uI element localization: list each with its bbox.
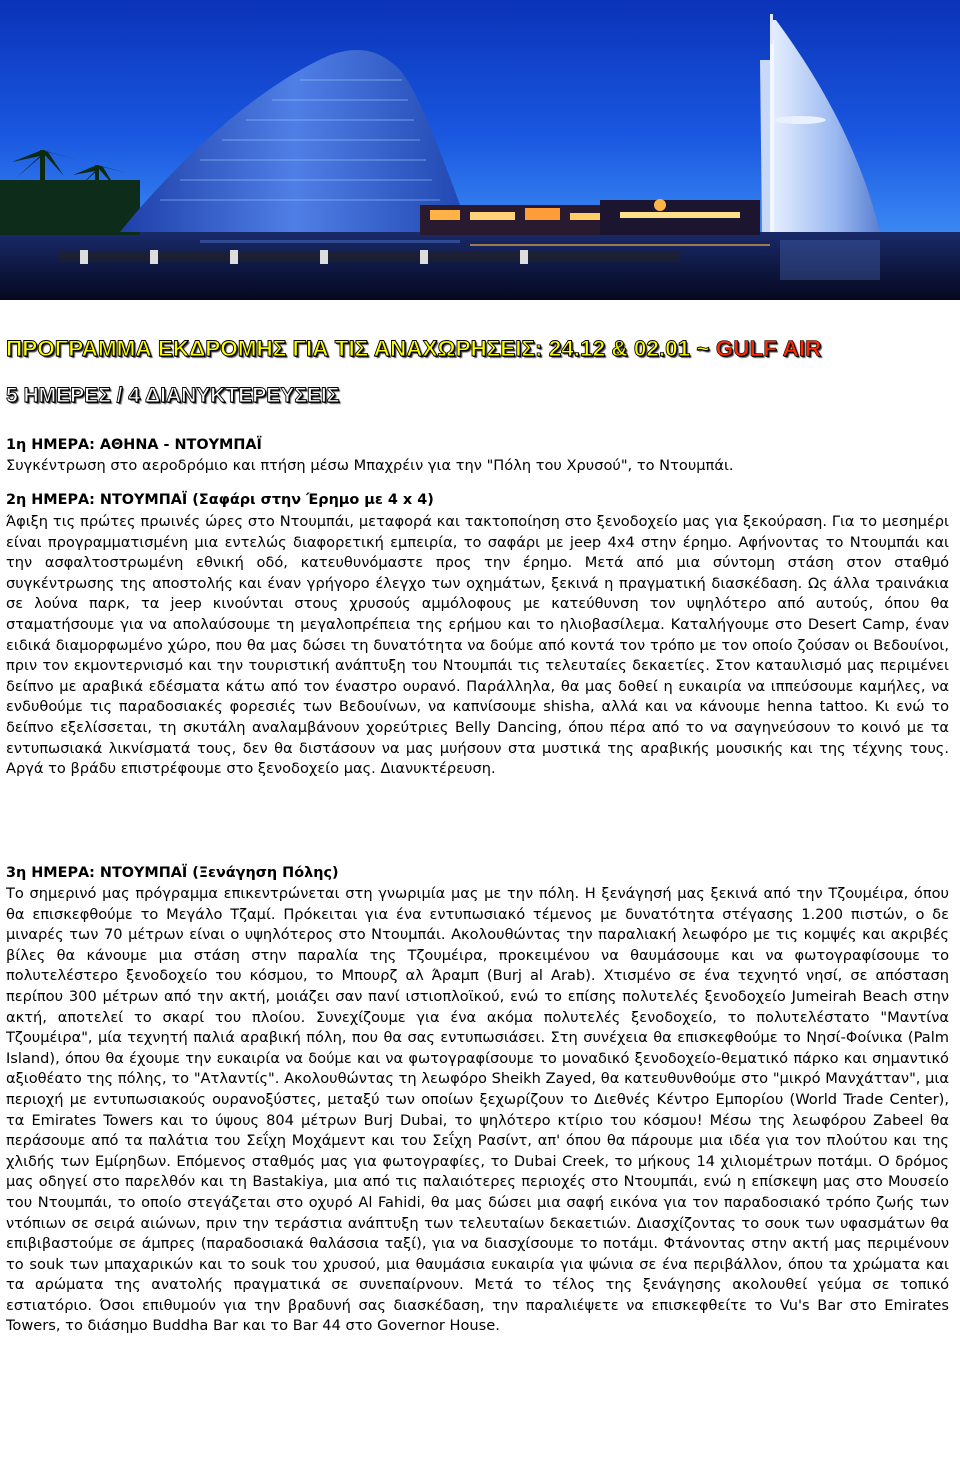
day-3-title: 3η ΗΜΕΡΑ: ΝΤΟΥΜΠΑΪ (Ξενάγηση Πόλης) — [6, 865, 339, 881]
title-separator: ~ — [690, 336, 716, 361]
dubai-skyline-illustration — [0, 0, 960, 300]
hero-image — [0, 0, 960, 300]
day-1-text: Συγκέντρωση στο αεροδρόμιο και πτήση μέσω Μπαχρέιν για την "Πόλη του Χρυσού", το Ντουμπάι. — [6, 457, 734, 474]
day-2-title: 2η ΗΜΕΡΑ: ΝΤΟΥΜΠΑΪ (Σαφάρι στην Έρημο με 4 x 4) — [6, 492, 434, 508]
day-1-title: 1η ΗΜΕΡΑ: ΑΘΗΝΑ - ΝΤΟΥΜΠΑΪ — [6, 437, 262, 453]
airline-name: GULF AIR — [715, 336, 822, 361]
program-duration: 5 ΗΜΕΡΕΣ / 4 ΔΙΑΝΥΚΤΕΡΕΥΣΕΙΣ — [6, 384, 340, 407]
day-3-text: Το σημερινό μας πρόγραμμα επικεντρώνεται στη γνωριμία μας με την πόλη. Η ξενάγησή μας ξεκινά από την Τζουμέιρα, όπου θα επισκεφθούμε το Μεγάλο Τζαμί. Πρόκειται για ένα εντυπωσιακό τέμενος με δυνατότητα στέγασης 1.200 πιστών, ο δε μιναρές των 70 μέτρων είναι ο υψηλότερος στο Ντουμπάι. Ακολουθώντας την παραλιακή λεωφόρο με τις κομψές και ακριβές βίλες θα κάνουμε μια στάση στην παραλία της Τζουμέιρα, προκειμένου να θαυμάσουμε και να φωτογραφίσουμε το πολυτελέστερο ξενοδοχείο του κόσμου, το Μπουρζ αλ Άραμπ (Burj al Arab). Χτισμένο σε ένα τεχνητό νησί, σε απόσταση περίπου 300 μέτρων από την ακτή, μοιάζει σαν πανί ιστιοπλοϊκού, ενώ το επίσης πολυτελές ξενοδοχείο Jumeirah Beach στην ακτή, αποτελεί το σκαρί του πλοίου. Συνεχίζουμε για ένα ακόμα πολυτελές ξενοδοχείο, το πολυτελέστατο "Μαντίνα Τζουμέιρα", μία τεχνητή παλιά αραβική πόλη, που θα σας εντυπωσιάσει. Στη συνέχεια θα επισκεφθούμε το Νησί-Φοίνικα (Palm Island), όπου θα έχουμε την ευκαιρία να δούμε και να φωτογραφίσουμε το μοναδικό ξενοδοχείο-θεματικό πάρκο και σημαντικό αξιοθέατο της πόλης, το "Ατλαντίς". Ακολουθώντας τη λεωφόρο Sheikh Zayed, θα κατευθυνθούμε στο "μικρό Μανχάτταν", μια περιοχή με εντυπωσιακούς ουρανοξύστες, μεταξύ των οποίων ξεχωρίζουν το Διεθνές Κέντρο Εμπορίου (World Trade Center), τα Emirates Towers και το ύψους 804 μέτρων Burj Dubai, το ψηλότερο κτίριο του κόσμου! Μέσω της λεωφόρου Zabeel θα περάσουμε από τα παλάτια του Σεΐχη Μοχάμεντ και του Σεΐχη Ρασίντ, απ' όπου θα πάρουμε μια ιδέα για τον πλούτου και της χλιδής των Εμίρηδων. Επόμενος σταθμός μας για φωτογραφίες, το Dubai Creek, το μήκους 14 χιλιομέτρων ποτάμι. Ο δρόμος μας οδηγεί στο παρελθόν και τη Bastakiya, μια από τις παλαιότερες περιοχές στο Ντουμπάι, ενώ η επίσκεψη μας στο Μουσείο του Ντουμπάι, το οποίο στεγάζεται στο οχυρό Al Fahidi, θα μας δώσει μια σαφή εικόνα για τον παραδοσιακό τρόπο ζωής των ντόπιων σε σειρά αιώνων, πριν την τεράστια ανάπτυξη των τελευταίων δεκαετιών. Διασχίζοντας το σουκ των υφασμάτων θα επιβιβαστούμε σε άμπρες (παραδοσιακά θαλάσσια ταξί), για να διασχίσουμε το ποτάμι. Φτάνοντας στην ακτή μας περιμένουν το souk των μπαχαρικών και το souk του χρυσού, μια θαυμάσια ευκαιρία για ψώνια σε ένα περιβάλλον, όπου τα χρώματα και τα αρώματα της ανατολής πραγματικά σε συνεπαίρνουν. Μετά το τέλος της ξενάγησης ακολουθεί γεύμα σε τοπικό εστιατόριο. Όσοι επιθυμούν για την βραδυνή σας διασκέδαση, την παραλιέψετε να επισκεφθείτε το Vu's Bar στο Emirates Towers, το διάσημο Buddha Bar και το Bar 44 στο Governor House. — [6, 885, 949, 1335]
day-2-text: Άφιξη τις πρώτες πρωινές ώρες στο Ντουμπάι, μεταφορά και τακτοποίηση στο ξενοδοχείο μας για ξεκούραση. Για το μεσημέρι είναι προγραμματισμένη μια εντελώς διαφορετική εμπειρία, το σαφάρι με jeep 4x4 στην έρημο. Αφήνοντας το Ντουμπάι και την ασφαλτοστρωμένη εθνική οδό, κατευθυνόμαστε προς την έρημο. Μετά από μια σύντομη στάση στον σταθμό συγκέντρωσης της αποστολής και έναν γρήγορο έλεγχο των οχημάτων, ξεκινά η πραγματική διασκέδαση. Ως άλλα τραινάκια σε λούνα παρκ, τα jeep κινούνται στους χρυσούς αμμόλοφους με κατεύθυνση τον υψηλότερο από αυτούς, όπου θα σταματήσουμε για να απολαύσουμε τη μεγαλοπρέπεια της ερήμου και το ηλιοβασίλεμα. Καταλήγουμε στο Desert Camp, έναν ειδικά διαμορφωμένο χώρο, που θα μας δώσει τη δυνατότητα να δούμε από κοντά τον τρόπο με τον οποίο ζούσαν οι Βεδουίνοι, πριν τον εκμοντερνισμό και την τουριστική ανάπτυξη του Ντουμπάι τις τελευταίες δεκαετίες. Στον καταυλισμό μας περιμένει δείπνο με αραβικά εδέσματα κάτω από τον έναστρο ουρανό. Παράλληλα, θα μας δοθεί η ευκαιρία να ιππεύσουμε καμήλες, να ενδυθούμε τις παραδοσιακές φορεσιές των Βεδουίνων, να καπνίσουμε shisha, αλλά και να κάνουμε henna tattoo. Κι ενώ το δείπνο εξελίσσεται, τη σκυτάλη αναλαμβάνουν χορεύτριες Belly Dancing, όπου πέρα από το να σαγηνεύσουν το κοινό με τα εντυπωσιακά λικνίσματά τους, δεν θα διστάσουν να μας μυήσουν στα μυστικά της αραβικής μουσικής και της τέχνης τους. Αργά το βράδυ επιστρέφουμε στο ξενοδοχείο μας. Διανυκτέρευση. — [6, 513, 949, 778]
program-title — [6, 336, 956, 362]
program-title-main: ΠΡΟΓΡΑΜΜΑ ΕΚΔΡΟΜΗΣ ΓΙΑ ΤΙΣ ΑΝΑΧΩΡΗΣΕΙΣ: 24.12 & 02.01 — [6, 336, 691, 361]
